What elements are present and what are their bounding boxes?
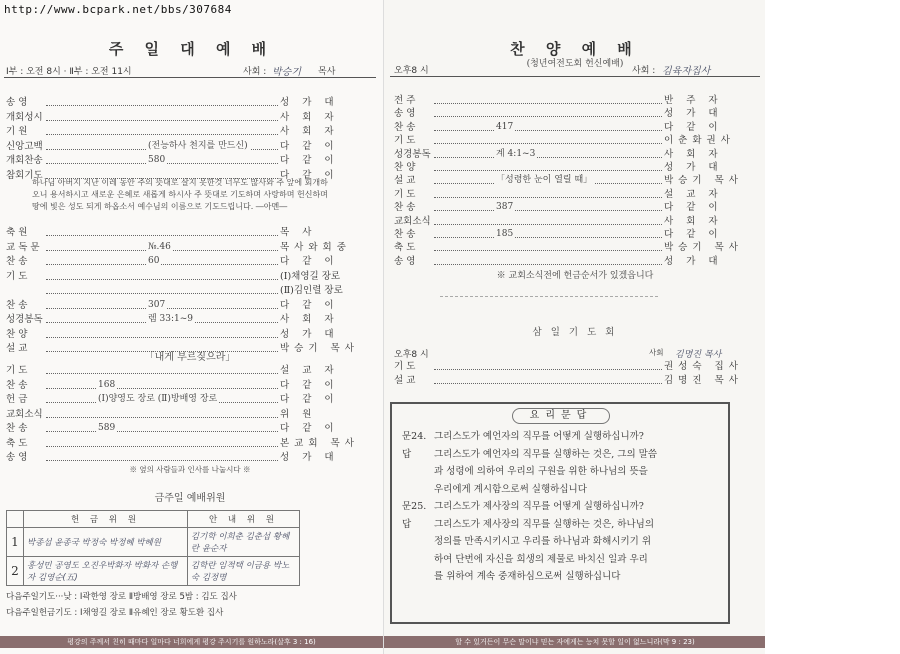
leader-dots <box>434 94 662 104</box>
order-row <box>394 228 724 241</box>
order-responsible: 성 가 대 <box>664 108 723 120</box>
leader-dots <box>434 121 662 131</box>
catechism-line <box>402 518 654 532</box>
order-responsible: 박승기 목사 <box>664 175 743 187</box>
order-row <box>394 148 724 161</box>
committee-no: 2 <box>7 557 24 586</box>
order-label: 찬 송 <box>6 423 28 434</box>
wednesday-presider: 김명진 목사 <box>675 350 722 360</box>
order-responsible: 권성숙 집사 <box>664 361 743 372</box>
catechism-box <box>390 402 730 624</box>
sunday-service-title: 주 일 대 예 배 <box>108 40 275 58</box>
leader-dots <box>434 360 662 370</box>
order-label: 전 주 <box>394 95 416 106</box>
order-label: 기 도 <box>394 361 416 372</box>
order-row <box>6 111 340 124</box>
presider-name: 박승기 <box>272 67 301 78</box>
order-label: 개회성시 <box>6 111 43 123</box>
greeting-note: ※ 옆의 사람들과 인사를 나눕시다 ※ <box>129 465 251 474</box>
presider-label: 사회 : <box>243 67 267 77</box>
catechism-title: 요리문답 <box>512 408 610 424</box>
leader-dots <box>434 134 662 144</box>
order-row <box>6 437 359 450</box>
order-responsible: 성 가 대 <box>280 97 339 108</box>
order-label: 송 영 <box>6 452 28 463</box>
order-responsible: 목 사 <box>280 227 317 238</box>
left-page <box>0 0 383 654</box>
order-row <box>6 270 340 283</box>
catechism-line <box>402 483 587 497</box>
order-row <box>394 374 743 387</box>
leader-dots <box>46 328 278 338</box>
leader-dots <box>46 408 278 418</box>
wednesday-presider-label: 사회 <box>649 348 664 357</box>
order-responsible: 다 같 이 <box>280 256 339 267</box>
service-times: Ⅰ부 : 오전 8시 · Ⅱ부 : 오전 11시 <box>6 67 132 77</box>
left-footer-verse: 평강의 주께서 친히 때마다 일마다 너희에게 평강 주시기를 원하노라(살후 3 : 16) <box>0 636 383 648</box>
order-detail: 60 <box>148 256 160 266</box>
order-label: 축 원 <box>6 227 28 238</box>
leader-dots <box>46 111 278 121</box>
order-row <box>394 161 724 174</box>
catechism-line <box>402 570 620 584</box>
order-detail: №.46 <box>148 241 171 252</box>
order-row <box>394 107 724 120</box>
order-label: 개회찬송 <box>6 155 43 166</box>
order-label: 찬 송 <box>394 229 416 240</box>
order-row <box>394 241 743 254</box>
committee-title: 금주일 예배위원 <box>154 493 226 504</box>
order-row <box>6 125 340 138</box>
order-label: 교회소식 <box>394 215 431 227</box>
order-label: 송 영 <box>394 108 416 120</box>
catechism-line <box>402 430 644 444</box>
leader-dots <box>434 161 662 171</box>
order-responsible: 다 같 이 <box>280 379 339 391</box>
catechism-line <box>402 535 651 549</box>
committee-offering-header: 헌 금 위 원 <box>24 511 188 528</box>
catechism-text: 그리스도가 제사장의 직무를 어떻게 실행하십니까? <box>434 501 644 512</box>
leader-dots <box>46 422 278 432</box>
leader-dots <box>46 270 278 280</box>
order-label: 헌 금 <box>6 394 28 405</box>
order-label: 찬 송 <box>6 256 28 267</box>
leader-dots <box>46 379 278 389</box>
order-row <box>394 121 724 134</box>
order-responsible: 다 같 이 <box>664 202 723 214</box>
order-responsible: 본교회 목사 <box>280 437 359 449</box>
order-responsible: 설 교 자 <box>280 365 339 376</box>
order-responsible: 다 같 이 <box>280 423 339 434</box>
order-detail: 417 <box>496 121 514 132</box>
order-responsible: 다 같 이 <box>280 299 339 311</box>
order-label: 찬 송 <box>6 299 28 311</box>
committee-offering: 박종섭 윤종국 박정숙 박정혜 박혜원 <box>24 528 188 557</box>
leader-dots <box>46 226 278 236</box>
leader-dots <box>434 374 662 384</box>
order-responsible: 박승기 목사 <box>664 242 743 254</box>
wavy-divider <box>440 296 660 297</box>
order-label: 교 독 문 <box>6 241 40 253</box>
order-detail: 307 <box>148 299 166 310</box>
order-responsible: 사 회 자 <box>280 314 339 325</box>
order-label: 찬 양 <box>394 162 416 173</box>
order-label: 성경봉독 <box>394 148 431 160</box>
leader-dots <box>46 125 278 135</box>
order-detail: 387 <box>496 202 514 213</box>
order-label: 송 영 <box>394 255 416 267</box>
order-row <box>6 241 351 254</box>
praise-service-title: 찬 양 예 배 <box>510 40 640 58</box>
order-label: 찬 송 <box>394 121 416 133</box>
leader-dots <box>434 201 662 211</box>
order-label: 기 도 <box>394 188 416 200</box>
order-responsible: 사 회 자 <box>664 148 723 160</box>
leader-dots <box>434 241 662 251</box>
order-label: 기 도 <box>6 270 28 282</box>
order-responsible: 다 같 이 <box>664 121 723 133</box>
order-row <box>6 96 340 109</box>
order-detail: 580 <box>148 155 166 165</box>
order-row <box>6 422 340 435</box>
committee-usher-header: 안 내 위 원 <box>187 511 299 528</box>
right-footer-verse: 할 수 있거든이 무슨 말이냐 믿는 자에게는 능치 못할 일이 없느니라(막 9 : 23) <box>384 636 766 648</box>
order-row <box>6 451 340 464</box>
committee-no-header <box>7 511 24 528</box>
leader-dots <box>46 96 278 106</box>
confession-prayer: 하나님 아버지 지난 이레 동안 주의 뜻대로 살지 못한것 너무도 많사와 주 앞에 회개하오니 용서하시고 새로운 은혜로 새롭게 하시사 주 뜻대로 기도하며 사랑하며 헌신하며 땅에 빛은 성도 되게 하옵소서 예수님의 이름으로 기도드립니다. ―아멘― <box>32 178 328 211</box>
catechism-text: 과 성령에 의하여 우리의 구원을 위한 하나님의 뜻을 <box>434 466 648 477</box>
order-detail: 「성령한 눈이 열릴 때」 <box>496 175 593 186</box>
order-label: 축 도 <box>6 437 28 449</box>
catechism-text: 그리스도가 예언자의 직무를 실행하는 것은, 그의 말씀 <box>434 448 658 460</box>
source-url[interactable]: http://www.bcpark.net/bbs/307684 <box>4 3 232 16</box>
order-detail: 168 <box>98 379 116 390</box>
leader-dots <box>434 215 662 225</box>
order-row <box>394 215 724 228</box>
order-detail: 185 <box>496 229 514 239</box>
order-detail: (Ⅰ)양영도 장로 (Ⅱ)방배영 장로 <box>98 394 218 404</box>
catechism-line <box>402 553 648 567</box>
order-responsible: 목사와회중 <box>280 241 351 253</box>
order-row <box>6 140 340 153</box>
wednesday-time: 오후8 시 <box>394 350 429 360</box>
catechism-text: 를 위하여 계속 중재하심으로써 실행하십니다 <box>434 571 621 582</box>
sermon-title: 「내게 부르짖으라」 <box>144 352 236 363</box>
offering-note: ※ 교회소식전에 헌금순서가 있겠읍니다 <box>496 271 654 281</box>
order-row <box>394 255 724 268</box>
order-responsible: (Ⅰ)채영길 장로 <box>280 270 341 282</box>
praise-presider-name: 김육자집사 <box>662 66 711 77</box>
order-row <box>6 313 340 326</box>
order-label: 기 도 <box>394 135 416 147</box>
order-responsible: 성 가 대 <box>280 452 339 463</box>
order-responsible: 사 회 자 <box>664 215 723 227</box>
order-row <box>6 364 340 377</box>
order-detail: 계 4:1~3 <box>496 148 536 159</box>
order-responsible: 다 같 이 <box>280 394 339 405</box>
leader-dots <box>434 255 662 265</box>
order-label: 송 영 <box>6 97 28 108</box>
order-row <box>6 393 340 406</box>
order-row <box>394 174 743 187</box>
next-offering-prayer: 다음주일헌금기도 : Ⅰ채영길 장로 Ⅱ유혜인 장로 황도환 집사 <box>6 608 224 618</box>
order-row <box>6 284 343 297</box>
leader-dots <box>434 228 662 238</box>
right-header-rule <box>390 76 760 77</box>
order-responsible: 설 교 자 <box>664 188 723 200</box>
committee-table <box>6 510 300 586</box>
order-row <box>6 255 340 268</box>
order-responsible: 박승기 목사 <box>280 343 359 354</box>
committee-usher: 김기학 이희춘 김춘섭 황혜란 윤순자 <box>187 528 299 557</box>
order-label: 기 도 <box>6 365 28 376</box>
order-row <box>6 328 340 341</box>
order-label: 축 도 <box>394 242 416 254</box>
catechism-line <box>402 500 644 514</box>
order-row <box>6 379 340 392</box>
praise-time: 오후8 시 <box>394 66 429 76</box>
catechism-text: 하여 단번에 자신을 희생의 제물로 바치신 일과 우리 <box>434 553 648 565</box>
committee-usher: 김학란 임적택 이금용 박노숙 김정명 <box>187 557 299 586</box>
leader-dots <box>434 148 662 158</box>
praise-presider-label: 사회 : <box>632 66 656 76</box>
order-label: 찬 송 <box>6 379 28 391</box>
order-label: 찬 송 <box>394 202 416 214</box>
order-row <box>6 226 340 239</box>
order-responsible: 성 가 대 <box>664 255 723 267</box>
leader-dots <box>434 107 662 117</box>
table-row <box>7 557 300 586</box>
scan-margin <box>765 0 900 654</box>
order-responsible: 이춘화권사 <box>664 135 735 147</box>
order-responsible: 위 원 <box>280 408 317 420</box>
order-responsible: 다 같 이 <box>280 155 339 166</box>
order-responsible: 성 가 대 <box>280 328 339 340</box>
table-row <box>7 528 300 557</box>
praise-service-subtitle: (청년여전도회 헌신예배) <box>526 59 624 69</box>
order-responsible: 사 회 자 <box>280 126 339 137</box>
order-label: 성경봉독 <box>6 314 43 325</box>
order-responsible: 사 회 자 <box>280 111 339 123</box>
leader-dots <box>46 364 278 374</box>
order-label: 신앙고백 <box>6 140 43 152</box>
order-row <box>394 94 724 107</box>
header-rule <box>4 77 376 78</box>
order-label: 찬 양 <box>6 328 28 340</box>
catechism-line <box>402 465 648 479</box>
order-detail: 589 <box>98 423 116 433</box>
catechism-marker: 문25. <box>402 501 427 512</box>
leader-dots <box>46 437 278 447</box>
order-row <box>394 188 724 201</box>
leader-dots <box>434 188 662 198</box>
presider-title: 목사 <box>318 67 336 77</box>
catechism-text: 그리스도가 예언자의 직무를 어떻게 실행하십니까? <box>434 431 644 442</box>
catechism-line <box>402 448 657 462</box>
order-row <box>394 201 724 214</box>
catechism-text: 그리스도가 제사장의 직무를 실행하는 것은, 하나님의 <box>434 518 655 530</box>
order-responsible: (Ⅱ)김인렬 장로 <box>280 285 343 296</box>
next-prayer: 다음주일기도···낮 : Ⅰ곽한영 장로 Ⅱ방배영 장로 5밤 : 김도 집사 <box>6 592 237 602</box>
leader-dots <box>46 284 278 294</box>
order-label: 교회소식 <box>6 408 43 420</box>
catechism-text: 우리에게 계시함으로써 실행하십니다 <box>434 483 587 495</box>
order-row <box>394 134 735 147</box>
committee-offering: 홍성민 공영도 오진우박화자 박화자 손행자 김영순(五) <box>24 557 188 586</box>
catechism-marker: 답 <box>402 448 412 460</box>
catechism-marker: 답 <box>402 518 412 530</box>
order-responsible: 다 같 이 <box>280 140 339 152</box>
wednesday-title: 삼 일 기 도 회 <box>532 327 618 338</box>
order-label: 설 교 <box>6 343 28 354</box>
order-label: 참회기도 <box>6 169 43 181</box>
order-detail: (전능하사 천지를 만드신) <box>148 140 248 151</box>
leader-dots <box>46 451 278 461</box>
order-detail: 렘 33:1~9 <box>148 314 194 324</box>
catechism-text: 정의를 만족시키시고 우리를 하나님과 화해시키기 위 <box>434 536 651 547</box>
order-row <box>6 154 340 167</box>
order-responsible: 성 가 대 <box>664 162 723 173</box>
catechism-marker: 문24. <box>402 431 427 442</box>
order-responsible: 다 같 이 <box>664 229 723 240</box>
order-label: 설 교 <box>394 374 416 386</box>
order-responsible: 다 같 이 <box>280 169 339 181</box>
leader-dots <box>46 255 278 265</box>
order-responsible: 반 주 자 <box>664 95 723 106</box>
order-row <box>6 408 340 421</box>
order-row <box>394 360 743 373</box>
order-responsible: 김명진 목사 <box>664 374 743 386</box>
order-row <box>6 299 340 312</box>
order-label: 기 원 <box>6 126 28 137</box>
order-label: 설 교 <box>394 175 416 187</box>
committee-no: 1 <box>7 528 24 557</box>
